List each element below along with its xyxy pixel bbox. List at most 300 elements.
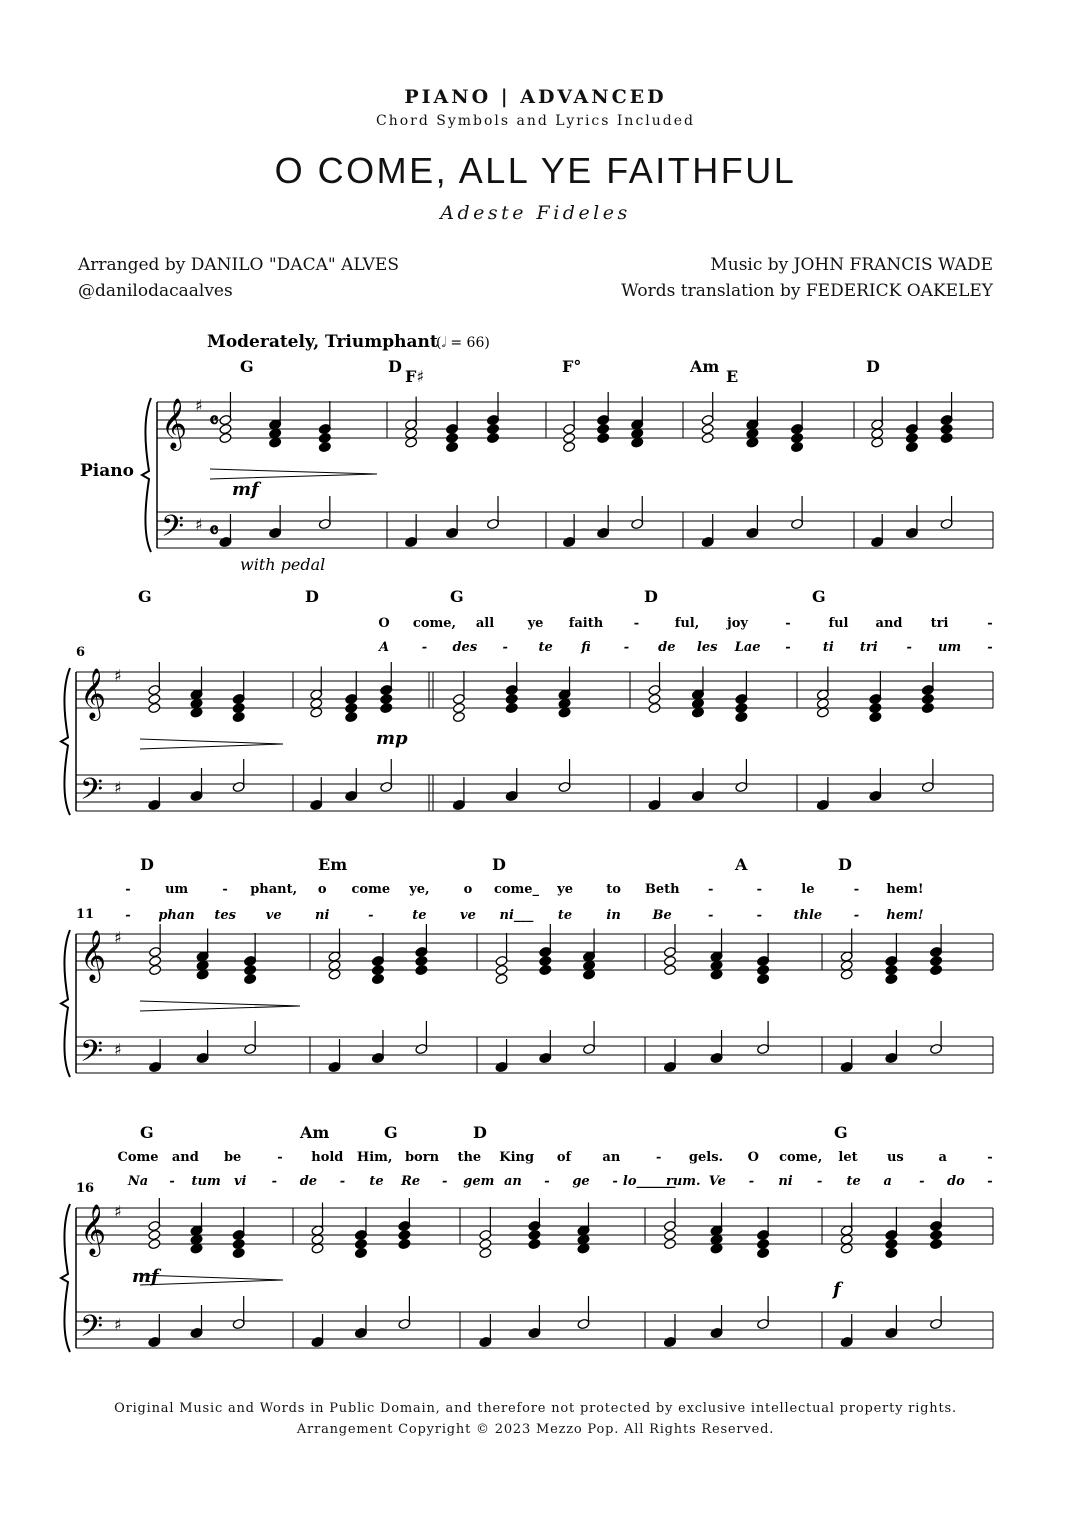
lyric-syllable: Beth: [644, 882, 680, 897]
lyric-syllable: le: [801, 882, 815, 897]
note-head: [791, 432, 804, 443]
note-head: [816, 698, 829, 709]
footer: [0, 1398, 1071, 1440]
note-head: [735, 702, 748, 713]
sharp-icon: ♯: [114, 928, 122, 947]
lyric-syllable: vi: [233, 1174, 247, 1189]
instrument-label: Piano: [80, 461, 134, 481]
note-head: [310, 698, 323, 709]
lyric-syllable: -: [853, 908, 860, 923]
note-head: [583, 969, 596, 980]
lyric-syllable: -: [987, 1150, 993, 1165]
chord-row-1: [240, 357, 880, 386]
brace-icon: [61, 668, 70, 815]
note-head: [539, 964, 552, 975]
treble-clef-icon: 𝄞: [80, 1204, 107, 1255]
level-label: PIANO | ADVANCED: [404, 86, 667, 108]
note-head: [244, 964, 257, 975]
lyric-syllable: -: [125, 882, 131, 897]
lyric-syllable: les: [696, 640, 718, 655]
lyric-syllable: phant,: [250, 882, 298, 897]
note-head: [558, 707, 571, 718]
lyric-syllable: a: [883, 1174, 892, 1189]
note-head: [746, 428, 759, 439]
lyric-line-3-1: [125, 882, 923, 897]
lyric-syllable: joy: [727, 616, 748, 631]
dynamic-mf-2: mf: [132, 1266, 159, 1287]
note-head: [405, 437, 418, 448]
note-head: [757, 1247, 770, 1258]
lyric-syllable: -: [368, 908, 374, 923]
lyric-syllable: Na: [127, 1174, 149, 1189]
lyric-syllable: -: [785, 616, 791, 631]
latin-title: Adeste Fideles: [440, 202, 631, 224]
chord-symbol: G: [450, 587, 464, 606]
chord-symbol: G: [834, 1123, 848, 1142]
note-head: [219, 432, 232, 443]
note-head: [563, 441, 576, 452]
lyric-syllable: o: [317, 882, 327, 897]
note-head: [528, 1238, 541, 1249]
lyric-syllable: ni: [315, 908, 330, 923]
bass-clef-icon: 𝄢: [161, 510, 185, 551]
lyric-syllable: an: [602, 1150, 621, 1165]
note-head: [921, 702, 934, 713]
note-head: [196, 960, 209, 971]
note-head: [354, 1238, 367, 1249]
lyric-syllable: -: [756, 882, 763, 897]
lyric-syllable: lo______: [622, 1174, 676, 1189]
treble-clef-icon: 𝄞: [80, 668, 107, 719]
lyric-syllable: ve: [265, 908, 282, 923]
chord-symbol: G: [140, 1123, 154, 1142]
note-head: [871, 437, 884, 448]
note-head: [149, 964, 162, 975]
note-head: [148, 1238, 161, 1249]
lyric-syllable: ni: [778, 1174, 793, 1189]
chord-symbol: D: [140, 855, 154, 874]
tempo-text: Moderately, Triumphant: [207, 332, 438, 352]
note-head: [885, 1238, 898, 1249]
note-head: [885, 973, 898, 984]
lyric-syllable: -: [708, 908, 714, 923]
note-head: [691, 698, 704, 709]
note-head: [921, 693, 934, 704]
note-head: [495, 964, 508, 975]
chord-symbol: D: [838, 855, 852, 874]
lyric-syllable: come: [351, 882, 391, 897]
treble-clef-icon: 𝄞: [161, 398, 188, 449]
lyric-syllable: thle: [793, 908, 823, 923]
note-head: [885, 964, 898, 975]
sharp-icon: ♯: [114, 778, 122, 797]
note-head: [710, 1243, 723, 1254]
chord-symbol: D: [388, 357, 402, 376]
note-head: [311, 1243, 324, 1254]
lyric-syllable: O: [747, 1150, 759, 1165]
note-head: [415, 955, 428, 966]
lyric-syllable: -: [544, 1174, 550, 1189]
note-head: [269, 428, 282, 439]
lyric-syllable: ge: [572, 1174, 590, 1189]
note-head: [405, 428, 418, 439]
lyric-syllable: te: [412, 908, 427, 923]
hairpin: [210, 469, 377, 479]
lyric-syllable: come,: [779, 1150, 823, 1165]
brace-icon: [61, 1204, 70, 1352]
chord-symbol: G: [240, 357, 254, 376]
note-head: [710, 969, 723, 980]
arranger-line: Arranged by DANILO "DACA" ALVES: [78, 255, 399, 275]
lyric-syllable: -: [655, 1150, 662, 1165]
common-time-icon: 𝄴: [209, 518, 219, 544]
lyric-syllable: te: [846, 1174, 861, 1189]
lyric-syllable: -: [169, 1174, 175, 1189]
chord-symbol: Am: [690, 357, 720, 376]
bass-clef-icon: 𝄢: [80, 1310, 104, 1351]
note-head: [190, 707, 203, 718]
note-head: [452, 702, 465, 713]
note-head: [149, 955, 162, 966]
footer-line-1: Original Music and Words in Public Domain, and therefore not protected by exclusive intellectual property rights.: [114, 1401, 957, 1416]
note-head: [232, 1238, 245, 1249]
composer-line: Music by JOHN FRANCIS WADE: [710, 255, 993, 275]
lyric-syllable: rum.: [665, 1174, 701, 1189]
note-head: [398, 1238, 411, 1249]
bass-clef-icon: 𝄢: [80, 773, 104, 814]
note-head: [415, 964, 428, 975]
note-head: [701, 432, 714, 443]
note-head: [869, 702, 882, 713]
lyric-syllable: -: [421, 640, 428, 655]
note-head: [244, 973, 257, 984]
lyric-syllable: -: [919, 1174, 925, 1189]
note-head: [905, 441, 918, 452]
dynamic-f: f: [833, 1279, 841, 1300]
brace-icon: [61, 930, 70, 1077]
note-head: [269, 437, 282, 448]
note-head: [597, 432, 610, 443]
lyric-syllable: Him,: [356, 1150, 393, 1165]
chord-symbol: Am: [300, 1123, 330, 1142]
note-head: [486, 423, 499, 434]
lyric-syllable: -: [853, 882, 860, 897]
lyric-line-3-2: [125, 908, 923, 923]
lyric-syllable: ve: [460, 908, 476, 923]
note-head: [930, 955, 943, 966]
footer-line-2: Arrangement Copyright © 2023 Mezzo Pop. All Rights Reserved.: [296, 1422, 775, 1437]
lyric-syllable: of: [556, 1150, 572, 1165]
lyric-syllable: O: [378, 616, 390, 631]
measure-number-11: 11: [76, 907, 95, 922]
lyric-syllable: -: [987, 640, 993, 655]
note-head: [757, 1238, 770, 1249]
note-head: [398, 1229, 411, 1240]
note-head: [558, 698, 571, 709]
chord-symbol: D: [473, 1123, 487, 1142]
note-head: [663, 1238, 676, 1249]
lyric-line-2-2: [377, 640, 993, 655]
lyric-syllable: o: [463, 882, 473, 897]
lyric-syllable: des: [452, 640, 478, 655]
lyric-syllable: -: [987, 1174, 993, 1189]
note-head: [528, 1229, 541, 1240]
lyric-syllable: -: [277, 1150, 283, 1165]
lyric-syllable: born: [404, 1150, 440, 1165]
chord-symbol: A: [735, 855, 748, 874]
chord-symbol: D: [644, 587, 658, 606]
chord-symbol: E: [726, 367, 739, 386]
lyric-syllable: and: [875, 616, 903, 631]
lyric-syllable: do: [947, 1174, 965, 1189]
measure-number-16: 16: [76, 1181, 95, 1196]
note-head: [757, 973, 770, 984]
lyric-syllable: ye: [527, 616, 544, 631]
measure-number-6: 6: [76, 645, 86, 660]
sharp-icon: ♯: [195, 515, 203, 534]
note-head: [691, 707, 704, 718]
sharp-icon: ♯: [114, 1202, 122, 1221]
lyric-line-4-2: [127, 1174, 993, 1189]
note-head: [196, 969, 209, 980]
lyric-syllable: -: [785, 640, 791, 655]
note-head: [380, 702, 393, 713]
lyric-syllable: -: [748, 1174, 755, 1189]
brace-icon: [142, 398, 151, 552]
hairpin: [140, 739, 283, 749]
pedal-text: with pedal: [240, 555, 326, 574]
lyric-syllable: -: [271, 1174, 278, 1189]
chord-symbol: D: [492, 855, 506, 874]
note-head: [816, 707, 829, 718]
lyric-syllable: tri: [859, 640, 878, 655]
lyric-syllable: -: [442, 1174, 448, 1189]
lyric-syllable: -: [623, 640, 630, 655]
note-head: [446, 441, 459, 452]
note-head: [380, 693, 393, 704]
lyric-syllable: to: [606, 882, 621, 897]
lyric-syllable: the: [457, 1150, 482, 1165]
lyric-syllable: Re: [401, 1174, 421, 1189]
lyric-syllable: phan: [158, 908, 195, 923]
note-head: [328, 969, 341, 980]
dynamic-mf-1: mf: [232, 479, 259, 500]
lyric-syllable: -: [906, 640, 912, 655]
lyric-line-2-1: [378, 616, 992, 631]
tempo-mark: (𝅗𝅥 = 66): [436, 335, 490, 351]
lyric-syllable: -: [756, 908, 763, 923]
note-head: [710, 1234, 723, 1245]
note-head: [354, 1247, 367, 1258]
lyric-syllable: -: [222, 882, 228, 897]
lyric-syllable: Ve: [708, 1174, 726, 1189]
lyric-syllable: ti: [822, 640, 834, 655]
treble-clef-icon: 𝄞: [80, 930, 107, 981]
song-title: O COME, ALL YE FAITHFUL: [274, 150, 797, 191]
note-head: [190, 698, 203, 709]
note-head: [791, 441, 804, 452]
lyric-syllable: hem!: [886, 882, 924, 897]
note-head: [446, 432, 459, 443]
lyric-syllable: hem!: [886, 908, 924, 923]
lyric-syllable: -: [708, 882, 714, 897]
note-head: [563, 432, 576, 443]
note-head: [663, 1229, 676, 1240]
note-head: [597, 423, 610, 434]
note-head: [869, 711, 882, 722]
note-head: [371, 973, 384, 984]
lyric-syllable: King: [499, 1150, 535, 1165]
chord-row-3: [140, 855, 852, 874]
chord-symbol: D: [866, 357, 880, 376]
note-head: [840, 960, 853, 971]
note-head: [318, 432, 331, 443]
sharp-icon: ♯: [195, 396, 203, 415]
lyric-syllable: -: [339, 1174, 346, 1189]
lyric-syllable: te: [538, 640, 553, 655]
note-head: [840, 1234, 853, 1245]
lyric-syllable: come_: [493, 882, 540, 897]
note-head: [940, 423, 953, 434]
note-head: [930, 1229, 943, 1240]
note-head: [452, 711, 465, 722]
note-head: [345, 702, 358, 713]
lyric-syllable: tri: [930, 616, 949, 631]
lyric-syllable: be: [223, 1150, 242, 1165]
note-head: [885, 1247, 898, 1258]
lyric-syllable: te: [369, 1174, 384, 1189]
lyric-syllable: Be: [652, 908, 672, 923]
note-head: [583, 960, 596, 971]
hairpin: [140, 1275, 283, 1285]
lyric-syllable: de: [658, 640, 676, 655]
note-head: [310, 707, 323, 718]
translator-line: Words translation by FEDERICK OAKELEY: [621, 281, 993, 301]
note-head: [840, 969, 853, 980]
note-head: [479, 1238, 492, 1249]
sharp-icon: ♯: [114, 666, 122, 685]
lyric-syllable: ye: [557, 882, 573, 897]
lyric-syllable: -: [987, 616, 993, 631]
note-head: [746, 437, 759, 448]
chord-row-4: [140, 1123, 848, 1142]
lyric-syllable: -: [125, 908, 131, 923]
chord-symbol: G: [138, 587, 152, 606]
lyric-syllable: gels.: [688, 1150, 724, 1165]
lyric-syllable: us: [886, 1150, 904, 1165]
note-head: [148, 1229, 161, 1240]
lyric-syllable: -: [816, 1174, 823, 1189]
sharp-icon: ♯: [114, 1040, 122, 1059]
note-head: [328, 960, 341, 971]
lyric-syllable: A: [378, 640, 390, 655]
lyric-syllable: Come: [117, 1150, 159, 1165]
lyric-syllable: come,: [412, 616, 457, 631]
subtitle-line: Chord Symbols and Lyrics Included: [375, 113, 695, 129]
lyric-syllable: an: [503, 1174, 522, 1189]
lyric-syllable: all: [475, 616, 495, 631]
dynamic-mp: mp: [376, 728, 408, 749]
note-head: [930, 1238, 943, 1249]
chord-symbol: F°: [562, 357, 582, 376]
note-head: [371, 964, 384, 975]
lyric-syllable: ful,: [674, 616, 700, 631]
lyric-syllable: Lae: [734, 640, 761, 655]
note-head: [577, 1243, 590, 1254]
note-head: [710, 960, 723, 971]
note-head: [479, 1247, 492, 1258]
lyric-syllable: ni___: [499, 908, 534, 923]
note-head: [232, 1247, 245, 1258]
note-head: [663, 955, 676, 966]
lyric-syllable: tum: [191, 1174, 221, 1189]
arranger-handle: @danilodacaalves: [78, 281, 233, 301]
lyric-syllable: um: [937, 640, 962, 655]
lyric-syllable: in: [606, 908, 621, 923]
lyric-syllable: -: [633, 616, 640, 631]
lyric-syllable: hold: [311, 1150, 344, 1165]
note-head: [311, 1234, 324, 1245]
lyric-syllable: um: [164, 882, 189, 897]
note-head: [631, 428, 644, 439]
note-head: [577, 1234, 590, 1245]
lyric-syllable: faith: [568, 616, 604, 631]
note-head: [905, 432, 918, 443]
lyric-syllable: a: [938, 1150, 947, 1165]
chord-symbol: Em: [318, 855, 348, 874]
note-head: [190, 1243, 203, 1254]
note-head: [735, 711, 748, 722]
note-head: [148, 693, 161, 704]
lyric-syllable: and: [171, 1150, 199, 1165]
note-head: [505, 702, 518, 713]
lyric-syllable: gem: [463, 1174, 495, 1189]
chord-row-2: [138, 587, 826, 606]
note-head: [701, 423, 714, 434]
note-head: [930, 964, 943, 975]
note-head: [219, 423, 232, 434]
chord-symbol: G: [384, 1123, 398, 1142]
lyric-syllable: ful: [828, 616, 849, 631]
chord-symbol: D: [305, 587, 319, 606]
system-1: [142, 396, 993, 552]
lyric-syllable: te: [557, 908, 573, 923]
note-head: [539, 955, 552, 966]
note-head: [505, 693, 518, 704]
lyric-syllable: fi: [581, 640, 591, 655]
sharp-icon: ♯: [114, 1315, 122, 1334]
lyric-syllable: tes: [214, 908, 236, 923]
lyric-syllable: ye,: [409, 882, 430, 897]
note-head: [840, 1243, 853, 1254]
note-head: [318, 441, 331, 452]
lyric-syllable: let: [838, 1150, 858, 1165]
note-head: [148, 702, 161, 713]
note-head: [190, 1234, 203, 1245]
note-head: [486, 432, 499, 443]
note-head: [940, 432, 953, 443]
chord-symbol: G: [812, 587, 826, 606]
chord-symbol: F♯: [405, 367, 425, 386]
note-head: [663, 964, 676, 975]
note-head: [345, 711, 358, 722]
common-time-icon: 𝄴: [209, 408, 219, 434]
lyric-line-4-1: [117, 1150, 992, 1165]
note-head: [757, 964, 770, 975]
note-head: [495, 973, 508, 984]
note-head: [648, 693, 661, 704]
lyric-syllable: -: [612, 1174, 618, 1189]
